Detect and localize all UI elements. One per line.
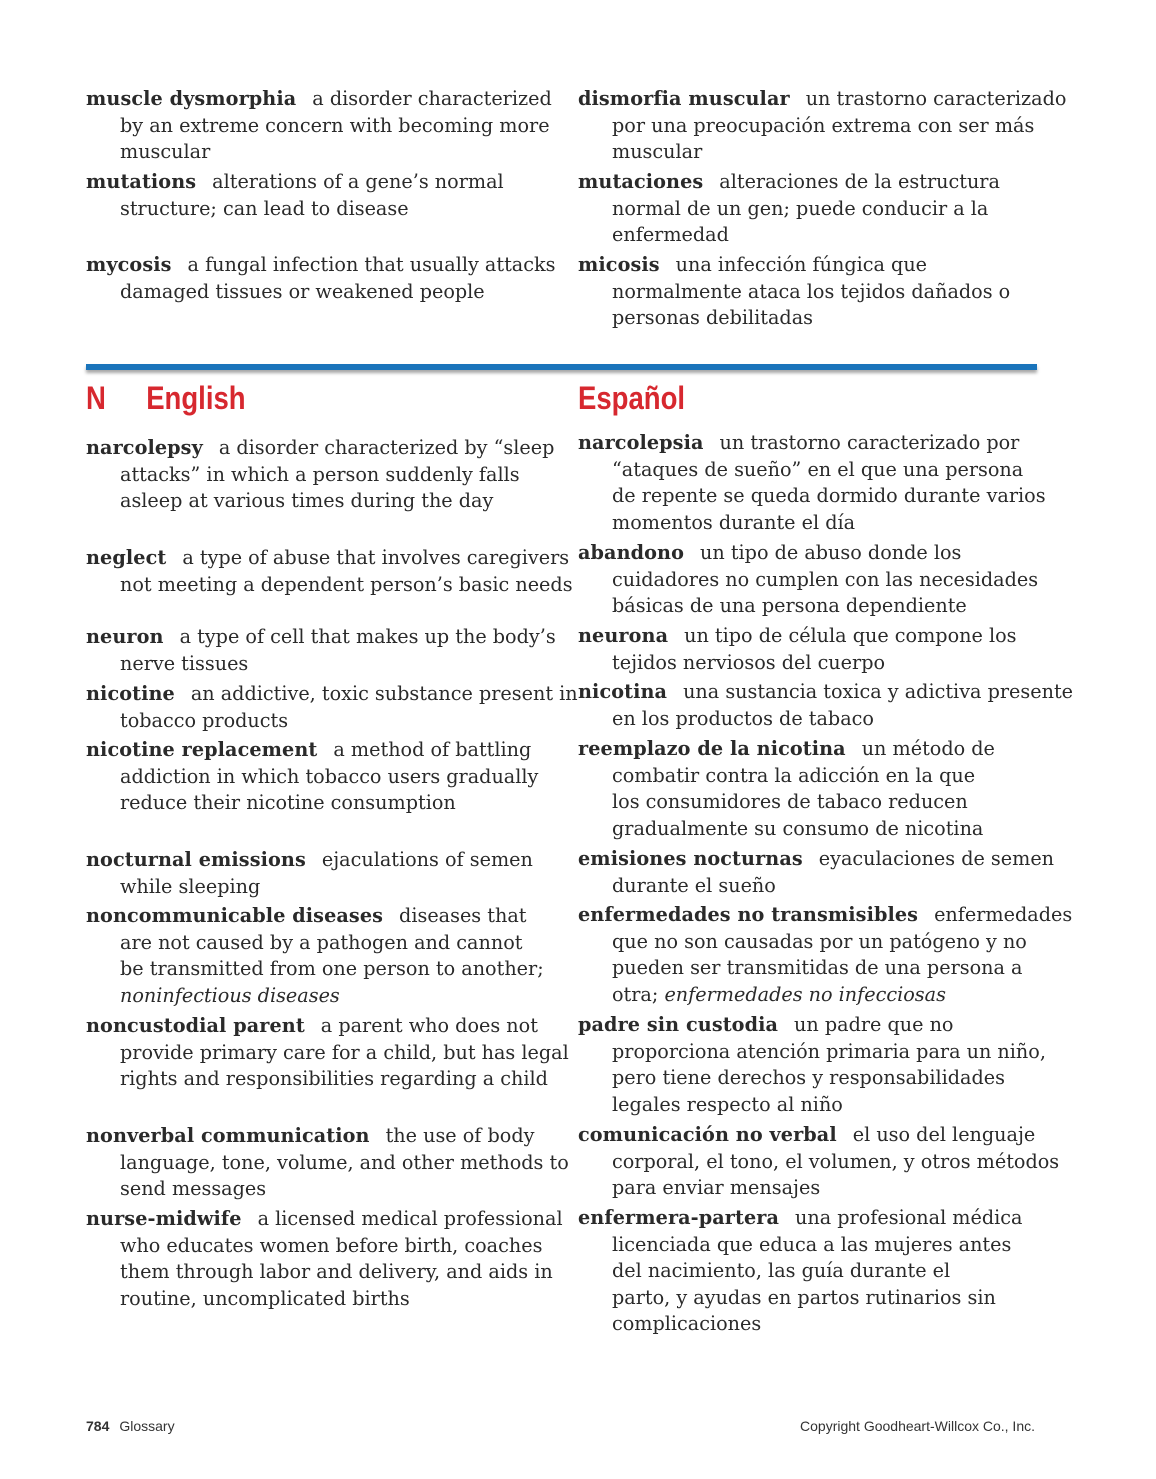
definition-line: un padre que no <box>794 1013 954 1036</box>
definition-line: de repente se queda dormido durante varios <box>612 484 1046 507</box>
term: nicotina <box>578 680 668 703</box>
definition-line: momentos durante el día <box>612 510 856 534</box>
definition-line: send messages <box>120 1177 267 1200</box>
definition-line: una infección fúngica que <box>675 253 928 276</box>
definition-line: licenciada que educa a las mujeres antes <box>612 1232 1012 1256</box>
term: enfermera-partera <box>578 1206 780 1229</box>
definition-line: asleep at various times during the day <box>120 489 494 512</box>
term: neurona <box>578 624 669 647</box>
glossary-entry <box>86 737 554 817</box>
definition-line: the use of body <box>385 1124 535 1147</box>
definition-line: cuidadores no cumplen con las necesidades <box>612 567 1039 591</box>
term: reemplazo de la nicotina <box>578 737 846 760</box>
term: nicotine <box>86 682 175 705</box>
term: nicotine replacement <box>86 738 318 761</box>
definition-line: ejaculations of semen <box>321 848 533 871</box>
glossary-entry <box>86 252 554 305</box>
term: neuron <box>86 625 164 648</box>
definition-line: gradualmente su consumo de nicotina <box>612 816 984 840</box>
term: muscle dysmorphia <box>86 87 297 110</box>
definition-line: structure; can lead to disease <box>120 196 409 220</box>
definition-line: rights and responsibilities regarding a child <box>120 1067 548 1090</box>
definition-line: en los productos de tabaco <box>612 706 874 730</box>
term: nurse-midwife <box>86 1207 242 1230</box>
definition-line: provide primary care for a child, but has legal <box>120 1040 569 1064</box>
definition-line: a disorder characterized <box>312 87 552 110</box>
definition-line: corporal, el tono, el volumen, y otros métodos <box>612 1149 1060 1173</box>
glossary-entry <box>86 545 573 598</box>
glossary-entry <box>578 679 1074 732</box>
definition-line: proporciona atención primaria para un niño, <box>612 1039 1046 1063</box>
term: dismorfia muscular <box>578 87 790 110</box>
definition-line: pero tiene derechos y responsabilidades <box>612 1066 1005 1089</box>
definition-line: tejidos nerviosos del cuerpo <box>612 650 886 674</box>
definition-line: are not caused by a pathogen and cannot <box>120 930 523 954</box>
term: padre sin custodia <box>578 1013 779 1036</box>
glossary-entry <box>578 540 1043 620</box>
definition-line: enfermedad <box>612 223 729 246</box>
term: abandono <box>578 541 684 564</box>
section-letter: N <box>86 380 106 416</box>
definition-line: alteraciones de la estructura <box>719 170 1000 193</box>
glossary-entry <box>578 846 1055 899</box>
glossary-entry <box>86 86 554 166</box>
definition-line: muscular <box>612 140 703 163</box>
definition-line: que no son causadas por un patógeno y no <box>612 929 1027 953</box>
definition-line: damaged tissues or weakened people <box>120 279 485 303</box>
term: emisiones nocturnas <box>578 847 803 870</box>
definition-line: básicas de una persona dependiente <box>612 594 967 617</box>
glossary-entry <box>86 1123 569 1203</box>
definition-line: a fungal infection that usually attacks <box>187 253 556 276</box>
definition-line: una profesional médica <box>795 1206 1023 1229</box>
definition-line: them through labor and delivery, and aids in <box>120 1260 553 1283</box>
definition-line: routine, uncomplicated births <box>120 1286 410 1310</box>
term: comunicación no verbal <box>578 1123 837 1146</box>
definition-line: para enviar mensajes <box>612 1176 821 1199</box>
glossary-entry <box>578 169 1043 249</box>
definition-line: who educates women before birth, coaches <box>120 1233 543 1257</box>
definition-line: por una preocupación extrema con ser más <box>612 113 1035 137</box>
definition-line: a method of battling <box>333 738 532 761</box>
glossary-entry <box>86 903 554 1009</box>
term: narcolepsy <box>86 436 203 459</box>
glossary-entry <box>578 1012 1046 1118</box>
definition-line: while sleeping <box>120 874 261 898</box>
glossary-entry <box>86 847 554 900</box>
definition-line: normal de un gen; puede conducir a la <box>612 196 989 220</box>
page-number: 784 <box>86 1418 110 1434</box>
definition-line: not meeting a dependent person’s basic needs <box>120 572 573 596</box>
term: mutaciones <box>578 170 704 193</box>
definition-line: a type of cell that makes up the body’s <box>179 625 556 648</box>
footer-section: Glossary <box>119 1418 175 1434</box>
definition-line: by an extreme concern with becoming more <box>120 113 550 137</box>
definition-line: diseases that <box>399 904 527 927</box>
definition-line: un trastorno caracterizado por <box>719 431 1020 454</box>
definition-line: legales respecto al niño <box>612 1092 843 1116</box>
glossary-entry <box>86 1206 563 1312</box>
definition-line: language, tone, volume, and other methods to <box>120 1150 569 1174</box>
definition-line: un tipo de abuso donde los <box>700 541 962 564</box>
term: mutations <box>86 170 197 193</box>
definition-line: be transmitted from one person to another; <box>120 957 544 980</box>
definition-line: una sustancia toxica y adictiva presente <box>683 680 1074 703</box>
section-heading-spanish: Español <box>578 380 686 416</box>
definition-line: el uso del lenguaje <box>852 1123 1036 1146</box>
term: mycosis <box>86 253 172 276</box>
term: nonverbal communication <box>86 1124 370 1147</box>
glossary-entry <box>86 435 554 515</box>
term: noncommunicable diseases <box>86 904 384 927</box>
glossary-entry <box>86 169 554 222</box>
glossary-entry <box>578 252 1043 332</box>
definition-line: nerve tissues <box>120 651 249 675</box>
definition-line: durante el sueño <box>612 873 776 897</box>
definition-line: enfermedades <box>934 903 1073 926</box>
definition-line: an addictive, toxic substance present in <box>190 682 578 705</box>
definition-line: del nacimiento, las guía durante el <box>612 1259 951 1282</box>
glossary-entry <box>578 1122 1060 1202</box>
definition-line: un tipo de célula que compone los <box>684 624 1017 647</box>
alternate-term: enfermedades no infecciosas <box>664 982 946 1006</box>
term: micosis <box>578 253 660 276</box>
definition-line: tobacco products <box>120 708 289 732</box>
glossary-entry <box>86 681 578 734</box>
english-heading: English <box>146 380 246 416</box>
glossary-entry <box>86 624 554 677</box>
definition-line: a type of abuse that involves caregivers <box>182 546 570 569</box>
term: enfermedades no transmisibles <box>578 903 919 926</box>
definition-line: parto, y ayudas en partos rutinarios sin <box>612 1285 996 1309</box>
glossary-entry <box>578 1205 1043 1338</box>
term: neglect <box>86 546 167 569</box>
copyright: Copyright Goodheart-Willcox Co., Inc. <box>800 1418 1035 1434</box>
definition-line: complicaciones <box>612 1312 762 1335</box>
term: narcolepsia <box>578 431 704 454</box>
glossary-entry <box>578 86 1067 166</box>
page-footer-left <box>86 1418 175 1434</box>
definition-line: a parent who does not <box>320 1014 538 1037</box>
definition-line: personas debilitadas <box>612 306 814 329</box>
glossary-entry <box>86 1013 569 1093</box>
section-divider <box>86 364 1037 370</box>
definition-line: attacks” in which a person suddenly falls <box>120 462 520 486</box>
glossary-entry <box>578 902 1073 1008</box>
glossary-entry <box>578 736 1043 842</box>
definition-line: un trastorno caracterizado <box>805 87 1067 110</box>
definition-line: a licensed medical professional <box>257 1207 563 1230</box>
definition-line: muscular <box>120 140 211 163</box>
glossary-entry <box>578 430 1046 536</box>
definition-line: pueden ser transmitidas de una persona a <box>612 956 1023 979</box>
alternate-term: noninfectious diseases <box>120 983 340 1007</box>
definition-line: otra; <box>612 982 659 1006</box>
glossary-entry <box>578 623 1043 676</box>
definition-line: alterations of a gene’s normal <box>212 170 504 193</box>
definition-line: combatir contra la adicción en la que <box>612 763 976 787</box>
definition-line: eyaculaciones de semen <box>818 847 1055 870</box>
term: nocturnal emissions <box>86 848 306 871</box>
definition-line: “ataques de sueño” en el que una persona <box>612 457 1024 481</box>
definition-line: reduce their nicotine consumption <box>120 791 456 814</box>
definition-line: los consumidores de tabaco reducen <box>612 790 968 813</box>
definition-line: normalmente ataca los tejidos dañados o <box>612 279 1011 303</box>
definition-line: un método de <box>861 737 995 760</box>
definition-line: a disorder characterized by “sleep <box>218 436 555 459</box>
section-heading-english <box>86 380 246 417</box>
term: noncustodial parent <box>86 1014 305 1037</box>
definition-line: addiction in which tobacco users gradually <box>120 764 539 788</box>
